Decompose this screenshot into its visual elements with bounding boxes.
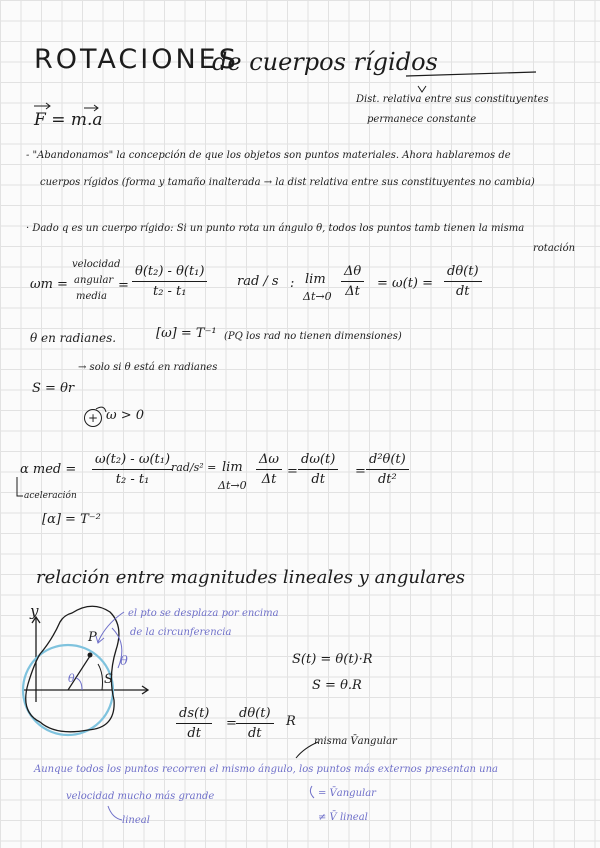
dtheta-fraction	[236, 706, 274, 741]
alpha-unit: rad/s² =	[171, 461, 217, 474]
arc-eq-1: S(t) = θ(t)·R	[292, 652, 373, 667]
alpha-den4: dt²	[377, 472, 397, 487]
alpha-den1: t₂ - t₁	[115, 472, 150, 487]
omega-den2: Δt	[345, 284, 360, 299]
omega-label-3: media	[76, 291, 107, 302]
alpha-unit-dim: [α] = T⁻²	[42, 512, 101, 527]
para2-line1: · Dado q es un cuerpo rígido: Si un punto rota un ángulo θ, todos los puntos tamb tienen la misma	[26, 223, 525, 234]
diagram-theta-label: θ	[68, 672, 75, 685]
alpha-lim: lim	[222, 460, 243, 475]
omega-colon: :	[290, 276, 295, 291]
omega-unit-dim: [ω] = T⁻¹	[156, 326, 217, 341]
alpha-eq3: =	[355, 464, 366, 479]
alpha-eq2: =	[287, 464, 298, 479]
omega-num1: θ(t₂) - θ(t₁)	[132, 264, 207, 282]
dtheta-num: dθ(t)	[236, 706, 274, 724]
ds-equals: =	[226, 716, 237, 731]
alpha-lim-sub: Δt→0	[218, 479, 247, 492]
diagram-s-label: S	[104, 672, 113, 687]
omega-num2: Δθ	[341, 264, 364, 282]
omega-lhs: ωm =	[30, 277, 68, 292]
final-line2: velocidad mucho más grande	[66, 791, 215, 802]
ds-num: ds(t)	[176, 706, 212, 724]
radians-comment: (PQ los rad no tienen dimensiones)	[224, 331, 402, 342]
alpha-num1: ω(t₂) - ω(t₁)	[92, 452, 173, 470]
omega-mid: = ω(t) =	[377, 276, 434, 291]
ds-den: dt	[187, 726, 201, 741]
omega-label-1: velocidad	[72, 259, 121, 270]
omega-equals: =	[118, 278, 129, 293]
omega-label-2: angular	[74, 275, 114, 286]
alpha-sublabel: aceleración	[24, 491, 77, 501]
diagram-y-label: y	[30, 602, 39, 620]
diagram-note-line2: de la circunferencia	[130, 627, 232, 638]
dist-note-line1: Dist. relativa entre sus constituyentes	[356, 94, 549, 105]
alpha-den3: dt	[311, 472, 325, 487]
final-eq-angular: = V̄angular	[318, 788, 376, 799]
page-title-rest: de cuerpos rígidos	[212, 48, 438, 76]
misma-note: misma V̄angular	[314, 736, 397, 747]
dtheta-den: dt	[247, 726, 262, 741]
alpha-num2: Δω	[256, 452, 282, 470]
final-line1: Aunque todos los puntos recorren el mismo ángulo, los puntos más externos presentan una	[34, 764, 498, 775]
omega-unit: rad / s	[237, 274, 279, 289]
force-equation: F = m.a	[34, 110, 103, 130]
ds-fraction	[176, 706, 212, 741]
omega-den1: t₂ - t₁	[152, 284, 187, 299]
para2-line2: rotación	[533, 243, 576, 254]
diagram-p-label: P	[88, 630, 97, 645]
omega-den3: dt	[455, 284, 470, 299]
theta-radians: θ en radianes.	[30, 331, 117, 345]
para1-line1: - "Abandonamos" la concepción de que los objetos son puntos materiales. Ahora hablaremos de	[26, 150, 511, 161]
positive-rotation-sign: +	[84, 409, 102, 427]
ds-tail: R	[286, 714, 296, 729]
arc-length-eq: S = θr	[32, 381, 75, 396]
final-lineal: lineal	[122, 815, 150, 826]
para1-line2: cuerpos rígidos (forma y tamaño inalterada → la dist relativa entre sus constituyentes no cambia)	[40, 177, 535, 188]
omega-lim: lim	[305, 272, 326, 287]
diagram-note-line1: el pto se desplaza por encima	[128, 608, 279, 619]
omega-positive: ω > 0	[106, 408, 145, 423]
final-neq-lineal: ≠ V̄ lineal	[318, 812, 368, 823]
section-title: relación entre magnitudes lineales y angulares	[36, 567, 465, 588]
omega-num3: dθ(t)	[444, 264, 482, 282]
alpha-lhs: α med =	[20, 462, 77, 477]
omega-lim-sub: Δt→0	[303, 290, 332, 303]
alpha-num3: dω(t)	[298, 452, 338, 470]
diagram-arc-theta-label: θ	[120, 654, 128, 669]
dist-note-line2: permanece constante	[367, 114, 477, 125]
arc-eq-2: S = θ.R	[312, 678, 362, 693]
alpha-den2: Δt	[261, 472, 277, 487]
radians-condition: → solo si θ está en radianes	[78, 362, 218, 373]
page-title: ROTACIONES	[34, 44, 239, 75]
alpha-num4: d²θ(t)	[366, 452, 409, 470]
